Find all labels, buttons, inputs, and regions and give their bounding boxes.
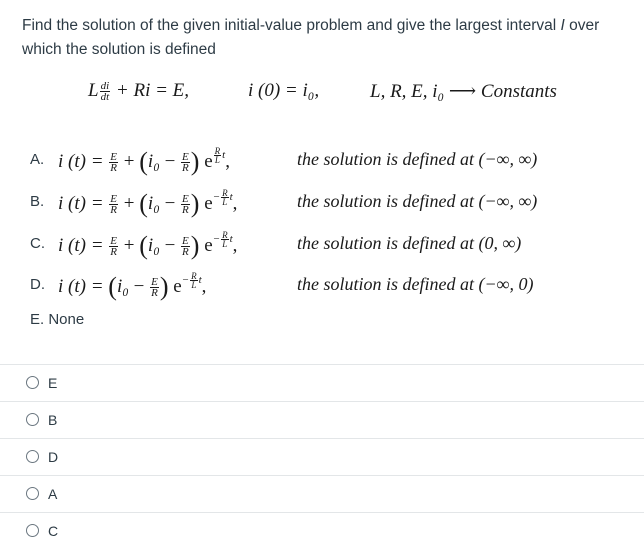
- question-text: [22, 14, 632, 62]
- option-domain: the solution is defined at (−∞, ∞): [297, 191, 538, 211]
- fraction-e-over-r: $\frac{E}{R}$: [151, 276, 158, 300]
- eq-di: di: [100, 80, 110, 93]
- radio-button[interactable]: [26, 376, 39, 389]
- fraction-e-over-r: $\frac{E}{R}$: [182, 193, 189, 217]
- question-line2: which the solution is defined: [22, 41, 216, 58]
- fraction-e-over-r: $\frac{E}{R}$: [182, 235, 189, 259]
- radio-button[interactable]: [26, 487, 39, 500]
- option-domain: the solution is defined at (−∞, 0): [297, 274, 534, 294]
- option-e-label: E. None: [30, 311, 85, 328]
- option-formula: i (t) = $\frac{E}{R}$ + (i₀ − $\frac{E}{R}$ ) $e^{- \frac{R}{L} t}$,: [58, 188, 238, 219]
- exponent: − R L t: [212, 188, 233, 207]
- option-formula: i (t) = $\frac{E}{R}$ + (i₀ − $\frac{E}{R}$ ) $e^{- \frac{R}{L} t}$,: [58, 230, 238, 261]
- answer-label: D: [48, 449, 59, 465]
- answer-choice-b[interactable]: [0, 401, 644, 439]
- radio-button[interactable]: [26, 450, 39, 463]
- fraction-e-over-r: $\frac{E}{R}$: [182, 151, 189, 175]
- answer-label: A: [48, 486, 58, 502]
- option-c: [0, 229, 644, 259]
- eq-dt: dt: [100, 91, 110, 104]
- answer-choice-a[interactable]: [0, 475, 644, 513]
- initial-condition: i (0) = i₀,: [248, 80, 320, 101]
- option-domain: the solution is defined at (0, ∞): [297, 233, 522, 253]
- differential-equation: [88, 80, 189, 102]
- answer-choice-d[interactable]: [0, 438, 644, 476]
- radio-button[interactable]: [26, 524, 39, 537]
- answer-label: E: [48, 375, 58, 391]
- option-letter: A.: [30, 151, 45, 168]
- eq-rest: + Ri = E,: [111, 80, 190, 101]
- option-letter: C.: [30, 235, 45, 252]
- option-b: [0, 187, 644, 217]
- fraction-e-over-r: $\frac{E}{R}$: [110, 151, 118, 175]
- question-line1-end: over: [564, 17, 600, 34]
- given-equations: [0, 76, 644, 110]
- option-formula: i (t) = $\frac{E}{R}$ + (i₀ − $\frac{E}{R}$ ) e $^{\frac{R}{L} t}$,: [58, 146, 230, 177]
- eq-inductance: L: [88, 80, 99, 101]
- fraction-e-over-r: $\frac{E}{R}$: [110, 193, 118, 217]
- option-domain: the solution is defined at (−∞, ∞): [297, 149, 538, 169]
- fraction-e-over-r: $\frac{E}{R}$: [110, 235, 118, 259]
- option-letter: B.: [30, 193, 45, 210]
- option-a: [0, 145, 644, 175]
- radio-button[interactable]: [26, 413, 39, 426]
- exponent: R L t: [214, 146, 226, 165]
- question-line1: Find the solution of the given initial-value problem and give the largest interval: [22, 17, 561, 34]
- option-d: [0, 270, 644, 300]
- answer-label: B: [48, 412, 58, 428]
- answer-choice-e[interactable]: [0, 364, 644, 402]
- answer-choice-c[interactable]: [0, 512, 644, 550]
- exponent: − R L t: [212, 230, 233, 249]
- option-letter: D.: [30, 276, 45, 293]
- answer-label: C: [48, 523, 59, 539]
- eq-derivative: [100, 81, 111, 102]
- constants-note: L, R, E, i₀ ⟶ Constants: [370, 81, 557, 102]
- option-formula: i (t) = (i₀ − $\frac{E}{R}$ ) $e^{- \frac{R}{L} t}$,: [58, 271, 207, 302]
- exponent: − R L t: [181, 271, 202, 290]
- interval-variable: I: [560, 17, 565, 34]
